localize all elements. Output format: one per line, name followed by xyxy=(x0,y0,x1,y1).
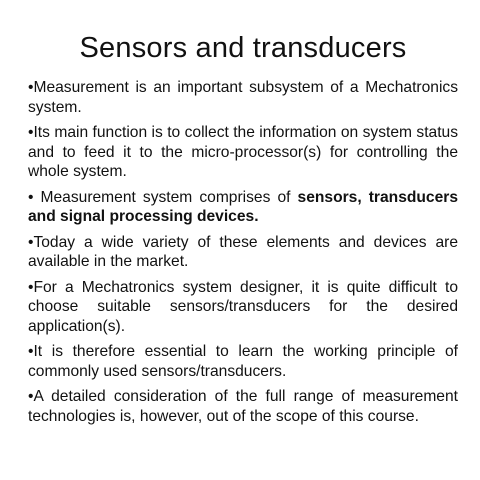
bullet-text: • Measurement system comprises of xyxy=(28,188,298,206)
bullet-item: •For a Mechatronics system designer, it is quite difficult to choose suitable sensors/transducers for the desired application(s). xyxy=(28,278,458,335)
slide-title: Sensors and transducers xyxy=(79,32,407,64)
bullet-item: •A detailed consideration of the full range of measurement technologies is, however, out of the scope of this course. xyxy=(28,388,458,425)
bullet-item: •Measurement is an important subsystem of a Mechatronics system. xyxy=(28,79,458,116)
bullet-item: •It is therefore essential to learn the working principle of commonly used sensors/transducers. xyxy=(28,343,458,380)
bullet-list xyxy=(28,78,458,426)
bullet-item: •Today a wide variety of these elements and devices are available in the market. xyxy=(28,233,458,270)
bullet-item xyxy=(28,188,458,227)
bullet-emphasis: sensors, transducers and signal processing devices. xyxy=(28,188,458,225)
bullet-item: •Its main function is to collect the information on system status and to feed it to the micro-processor(s) for controlling the whole system. xyxy=(28,124,458,180)
